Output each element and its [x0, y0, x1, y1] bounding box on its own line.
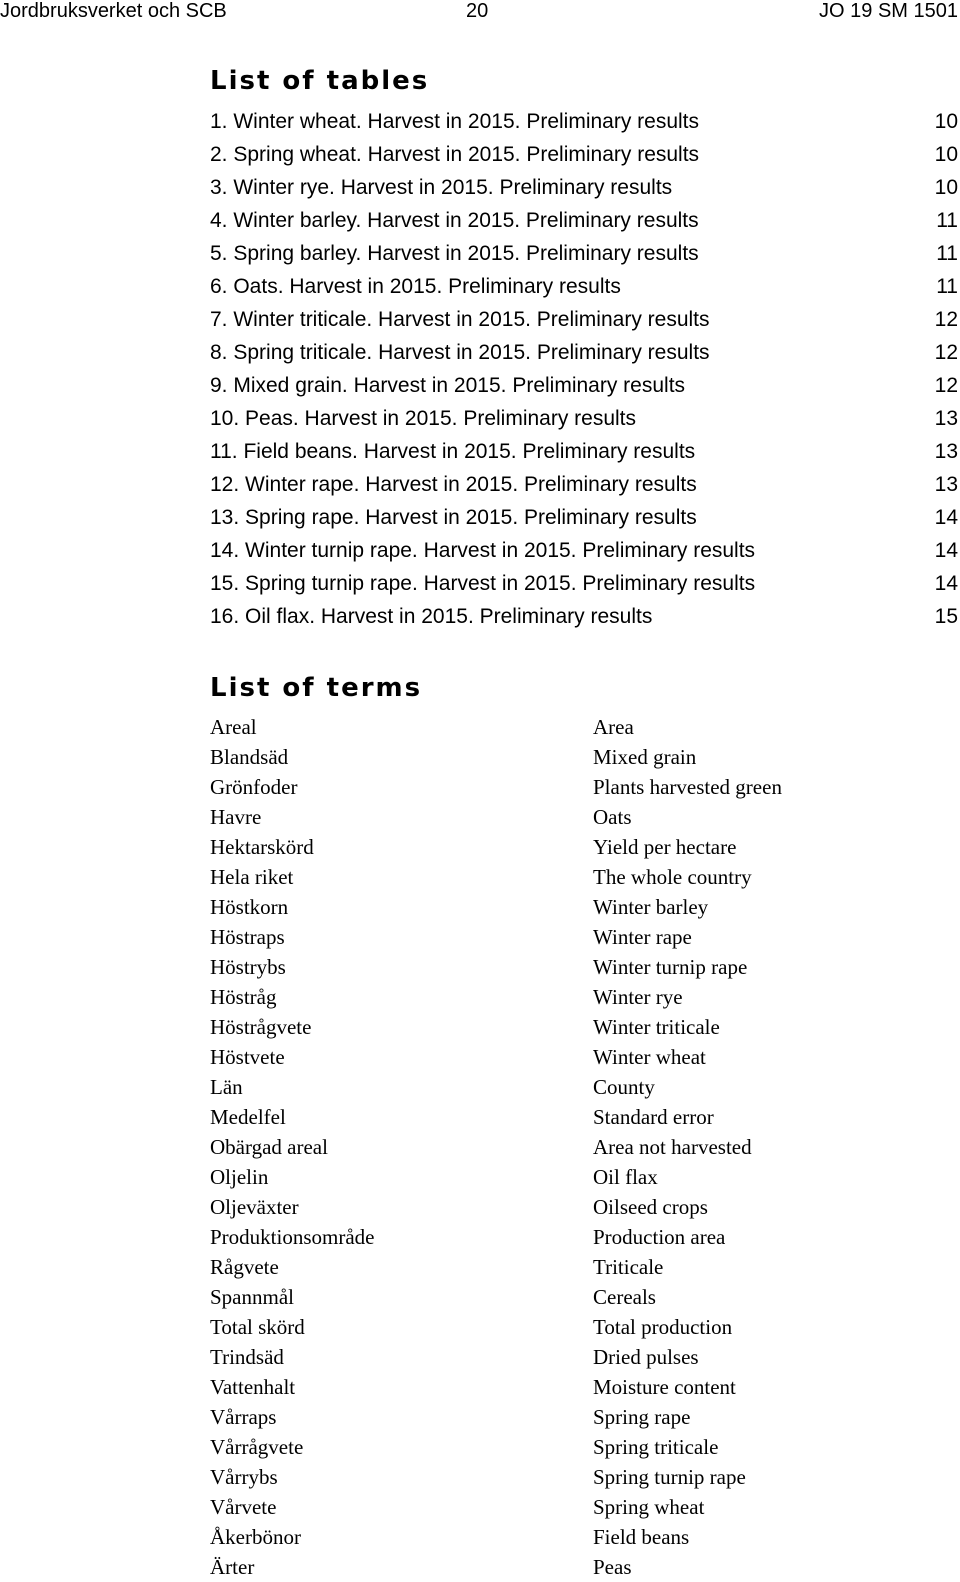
table-list-item [210, 336, 958, 369]
term-row [210, 1462, 910, 1492]
term-row [210, 1132, 910, 1162]
term-row [210, 1312, 910, 1342]
term-row [210, 802, 910, 832]
table-list-item [210, 402, 958, 435]
table-title: 8. Spring triticale. Harvest in 2015. Preliminary results [210, 341, 710, 364]
table-title: 7. Winter triticale. Harvest in 2015. Preliminary results [210, 308, 710, 331]
english-term: Oil flax [593, 1165, 658, 1189]
swedish-term: Vårrågvete [210, 1435, 304, 1459]
page-number: 20 [466, 0, 489, 22]
swedish-term: Total skörd [210, 1315, 305, 1339]
swedish-term: Produktionsområde [210, 1225, 375, 1249]
english-term: Dried pulses [593, 1345, 699, 1369]
term-row [210, 1282, 910, 1312]
table-title: 4. Winter barley. Harvest in 2015. Preliminary results [210, 209, 699, 232]
swedish-term: Areal [210, 715, 257, 739]
table-page-number: 12 [934, 308, 958, 331]
term-row [210, 1162, 910, 1192]
term-row [210, 1252, 910, 1282]
term-row [210, 952, 910, 982]
table-page-number: 11 [936, 242, 958, 265]
swedish-term: Vårvete [210, 1495, 277, 1519]
swedish-term: Höstrågvete [210, 1015, 312, 1039]
term-row [210, 922, 910, 952]
swedish-term: Vårraps [210, 1405, 277, 1429]
english-term: Winter barley [593, 895, 709, 919]
term-row [210, 712, 910, 742]
swedish-term: Oljelin [210, 1165, 269, 1189]
table-title: 15. Spring turnip rape. Harvest in 2015. Preliminary results [210, 572, 756, 595]
english-term: Spring turnip rape [593, 1465, 746, 1489]
english-term: Cereals [593, 1285, 656, 1309]
table-title: 11. Field beans. Harvest in 2015. Preliminary results [210, 440, 696, 463]
term-row [210, 982, 910, 1012]
table-page-number: 10 [934, 143, 958, 166]
term-row [210, 862, 910, 892]
swedish-term: Län [210, 1075, 243, 1099]
term-row [210, 892, 910, 922]
table-list-item [210, 303, 958, 336]
table-list-item [210, 501, 958, 534]
table-page-number: 12 [934, 341, 958, 364]
english-term: Triticale [593, 1255, 664, 1279]
swedish-term: Höstrybs [210, 955, 286, 979]
english-term: Total production [593, 1315, 733, 1339]
swedish-term: Höstraps [210, 925, 285, 949]
term-row [210, 742, 910, 772]
table-title: 9. Mixed grain. Harvest in 2015. Preliminary results [210, 374, 686, 397]
english-term: Spring triticale [593, 1435, 719, 1459]
swedish-term: Hektarskörd [210, 835, 314, 859]
table-title: 10. Peas. Harvest in 2015. Preliminary results [210, 407, 637, 430]
term-row [210, 1222, 910, 1252]
swedish-term: Höstråg [210, 985, 277, 1009]
english-term: Spring rape [593, 1405, 691, 1429]
table-list-item [210, 237, 958, 270]
page-header [0, 0, 960, 26]
table-title: 14. Winter turnip rape. Harvest in 2015. Preliminary results [210, 539, 756, 562]
english-term: Winter rape [593, 925, 692, 949]
term-row [210, 772, 910, 802]
english-term: Field beans [593, 1525, 690, 1549]
table-list-item [210, 468, 958, 501]
swedish-term: Spannmål [210, 1285, 294, 1309]
table-list-item [210, 534, 958, 567]
english-term: Winter turnip rape [593, 955, 748, 979]
english-term: Moisture content [593, 1375, 736, 1399]
english-term: Area not harvested [593, 1135, 752, 1159]
english-term: The whole country [593, 865, 752, 889]
table-title: 12. Winter rape. Harvest in 2015. Preliminary results [210, 473, 697, 496]
term-row [210, 1072, 910, 1102]
english-term: Winter triticale [593, 1015, 720, 1039]
term-row [210, 1522, 910, 1552]
table-title: 1. Winter wheat. Harvest in 2015. Preliminary results [210, 110, 700, 133]
english-term: Winter rye [593, 985, 683, 1009]
table-page-number: 11 [936, 209, 958, 232]
term-row [210, 1402, 910, 1432]
swedish-term: Hela riket [210, 865, 294, 889]
table-list-item [210, 369, 958, 402]
english-term: Peas [593, 1555, 632, 1579]
swedish-term: Vattenhalt [210, 1375, 296, 1399]
list-of-tables-heading: List of tables [210, 66, 430, 96]
table-list-item [210, 204, 958, 237]
term-row [210, 1372, 910, 1402]
list-of-terms [210, 712, 910, 1582]
english-term: Yield per hectare [593, 835, 737, 859]
swedish-term: Åkerbönor [210, 1525, 301, 1549]
table-page-number: 10 [934, 110, 958, 133]
swedish-term: Oljeväxter [210, 1195, 299, 1219]
term-row [210, 832, 910, 862]
term-row [210, 1552, 910, 1582]
list-of-tables [210, 105, 958, 633]
table-list-item [210, 138, 958, 171]
swedish-term: Trindsäd [210, 1345, 284, 1369]
table-list-item [210, 270, 958, 303]
table-page-number: 12 [934, 374, 958, 397]
english-term: Plants harvested green [593, 775, 782, 799]
table-list-item [210, 600, 958, 633]
english-term: Winter wheat [593, 1045, 706, 1069]
term-row [210, 1102, 910, 1132]
table-title: 13. Spring rape. Harvest in 2015. Preliminary results [210, 506, 697, 529]
swedish-term: Blandsäd [210, 745, 289, 769]
header-publisher: Jordbruksverket och SCB [0, 0, 227, 22]
swedish-term: Vårrybs [210, 1465, 278, 1489]
swedish-term: Grönfoder [210, 775, 298, 799]
table-page-number: 14 [934, 572, 958, 595]
table-list-item [210, 105, 958, 138]
english-term: Mixed grain [593, 745, 697, 769]
table-page-number: 14 [934, 539, 958, 562]
table-title: 6. Oats. Harvest in 2015. Preliminary results [210, 275, 621, 298]
english-term: Production area [593, 1225, 726, 1249]
term-row [210, 1342, 910, 1372]
english-term: Area [593, 715, 634, 739]
english-term: Oats [593, 805, 632, 829]
table-list-item [210, 567, 958, 600]
table-title: 16. Oil flax. Harvest in 2015. Preliminary results [210, 605, 653, 628]
table-title: 5. Spring barley. Harvest in 2015. Preliminary results [210, 242, 699, 265]
table-page-number: 15 [934, 605, 958, 628]
swedish-term: Höstvete [210, 1045, 285, 1069]
swedish-term: Ärter [210, 1555, 255, 1579]
term-row [210, 1432, 910, 1462]
swedish-term: Havre [210, 805, 262, 829]
english-term: Oilseed crops [593, 1195, 708, 1219]
english-term: County [593, 1075, 655, 1099]
swedish-term: Rågvete [210, 1255, 279, 1279]
list-of-terms-heading: List of terms [210, 673, 423, 703]
term-row [210, 1042, 910, 1072]
table-title: 2. Spring wheat. Harvest in 2015. Preliminary results [210, 143, 700, 166]
table-list-item [210, 171, 958, 204]
english-term: Standard error [593, 1105, 714, 1129]
swedish-term: Höstkorn [210, 895, 289, 919]
table-page-number: 11 [936, 275, 958, 298]
report-id: JO 19 SM 1501 [819, 0, 958, 22]
table-title: 3. Winter rye. Harvest in 2015. Preliminary results [210, 176, 673, 199]
table-page-number: 13 [934, 407, 958, 430]
swedish-term: Obärgad areal [210, 1135, 328, 1159]
table-page-number: 10 [934, 176, 958, 199]
table-list-item [210, 435, 958, 468]
table-page-number: 14 [934, 506, 958, 529]
english-term: Spring wheat [593, 1495, 705, 1519]
table-page-number: 13 [934, 473, 958, 496]
term-row [210, 1492, 910, 1522]
term-row [210, 1012, 910, 1042]
term-row [210, 1192, 910, 1222]
swedish-term: Medelfel [210, 1105, 286, 1129]
table-page-number: 13 [934, 440, 958, 463]
